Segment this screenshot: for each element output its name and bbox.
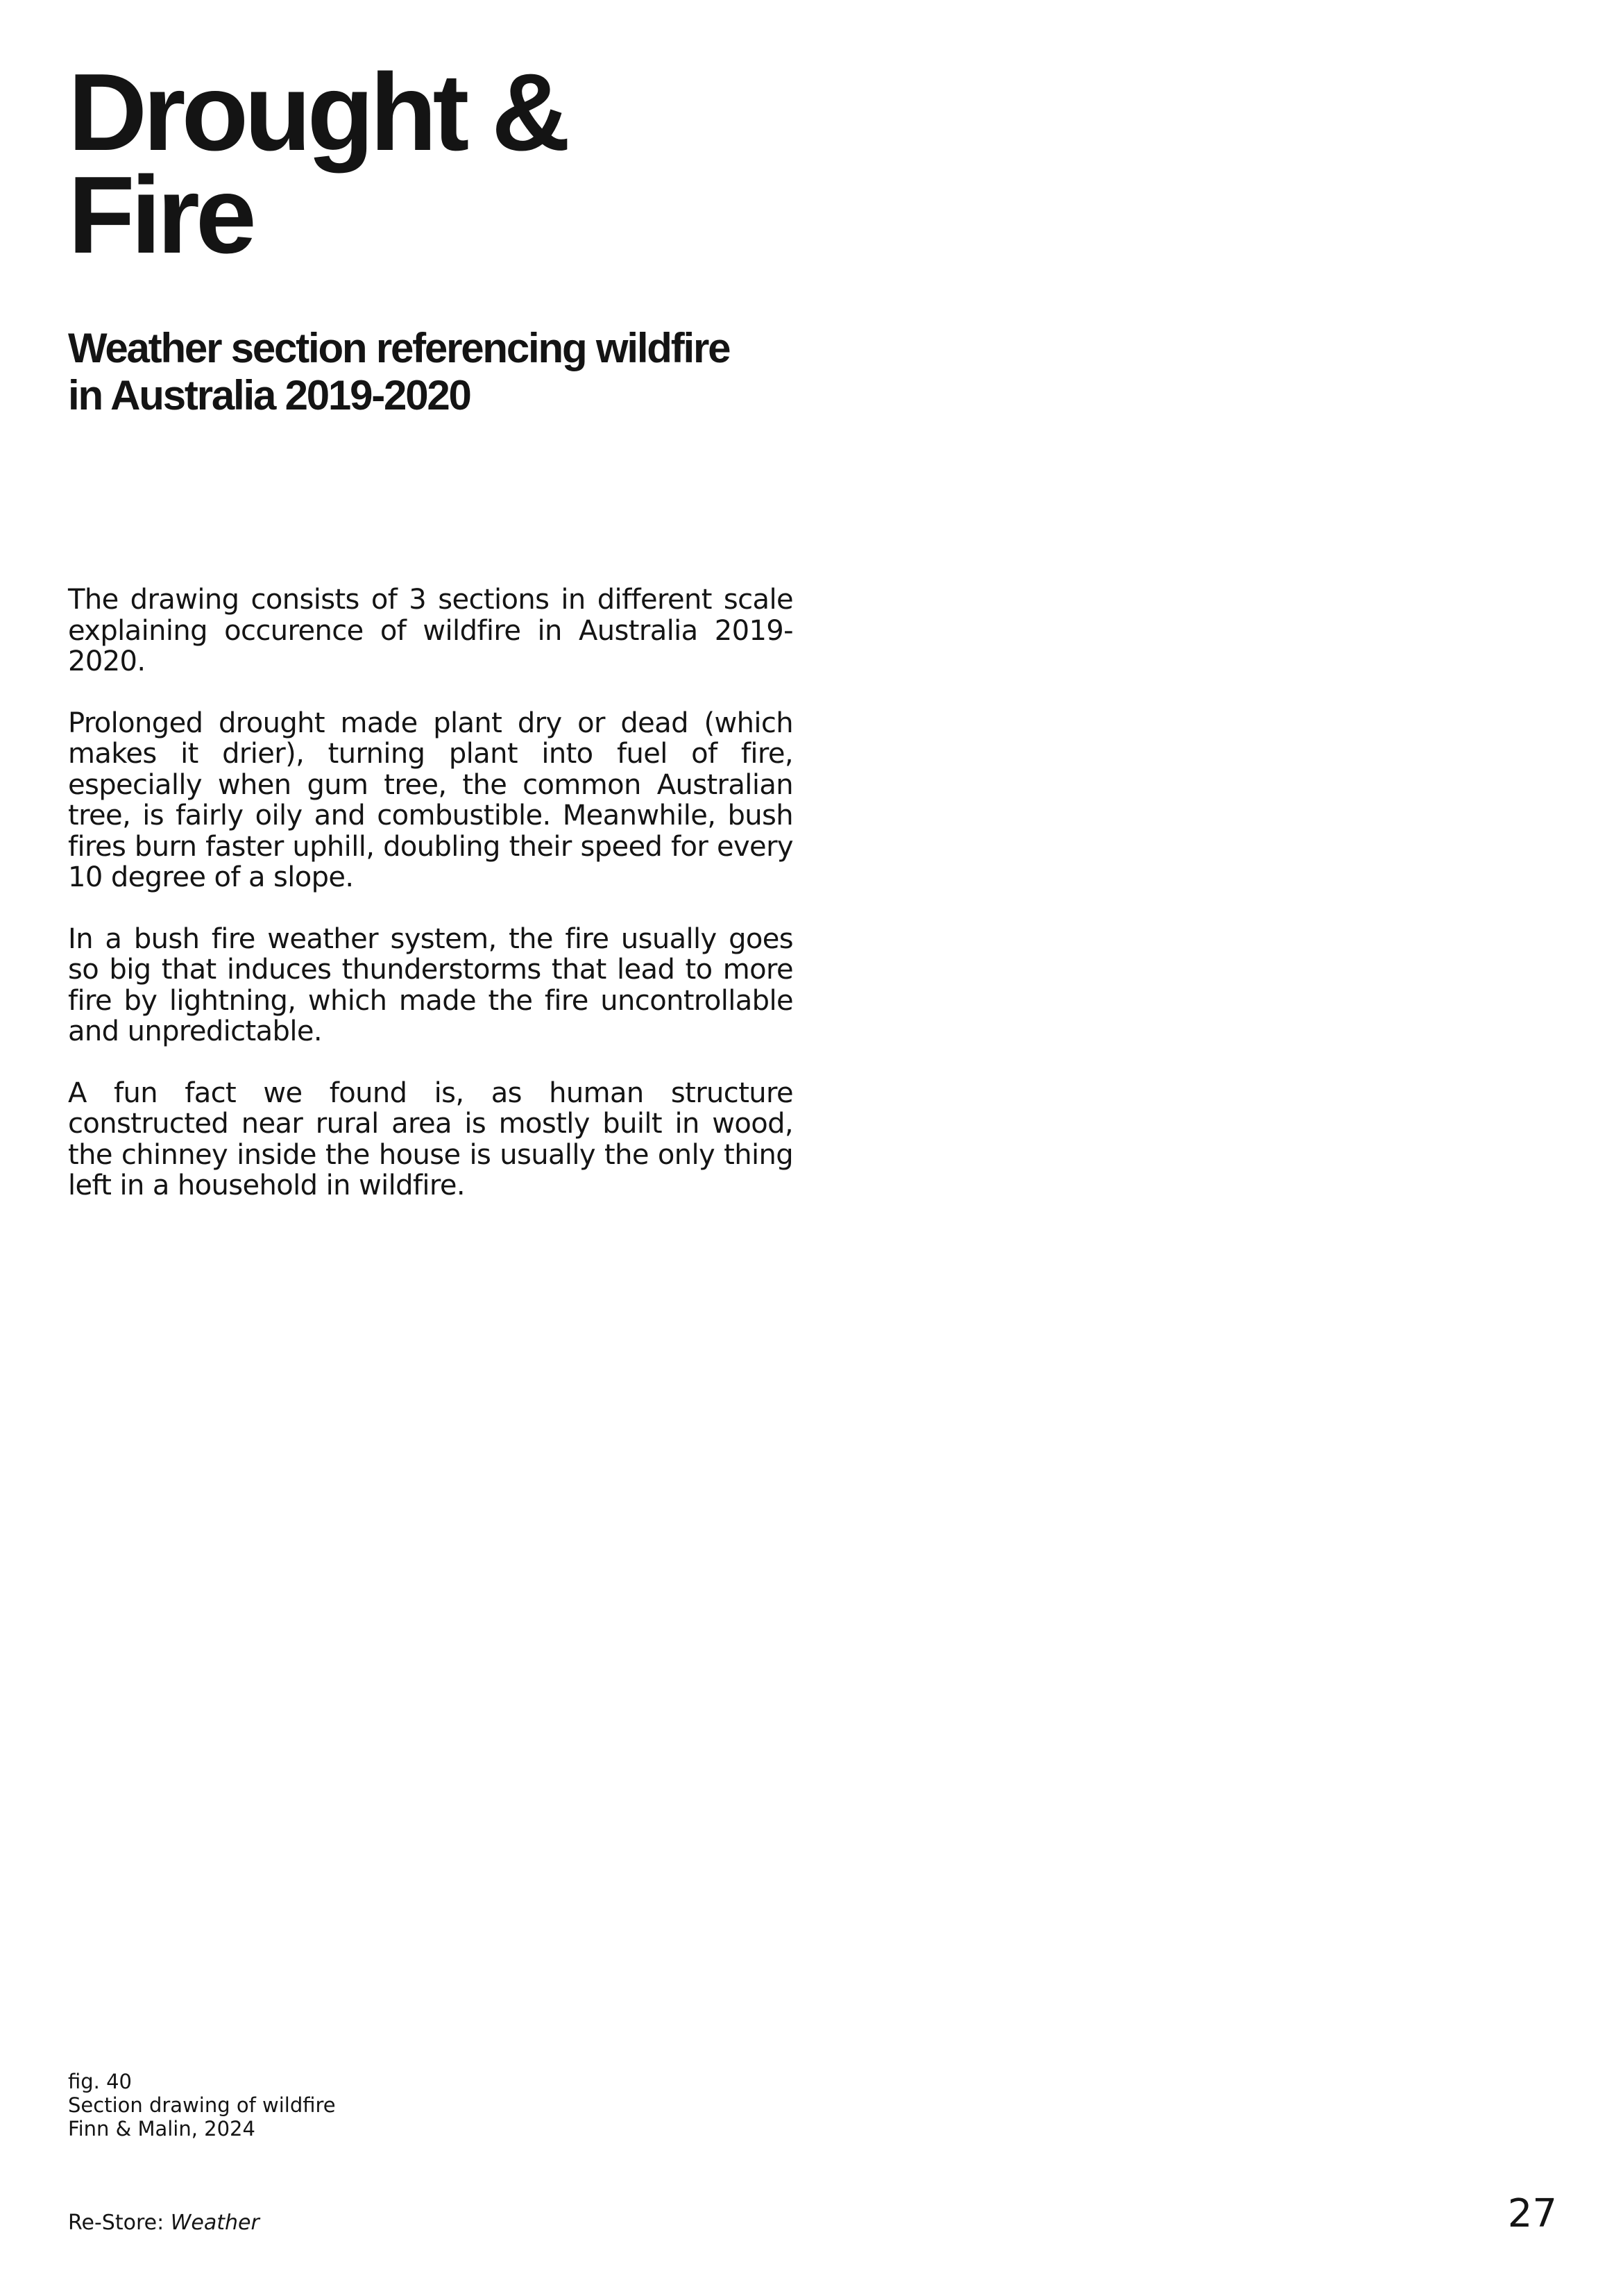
- page-number: 27: [1507, 2191, 1557, 2236]
- figure-description: Section drawing of wildfire: [68, 2093, 336, 2117]
- publication-name: Re-Store:: [68, 2211, 171, 2235]
- figure-caption: [68, 2070, 336, 2141]
- page-title-line-1: Drought &: [68, 51, 567, 174]
- paragraph-weather-system: In a bush fire weather system, the fire usually goes so big that induces thunderstorms that lead to more fire by lightning, which made the fire uncontrollable and unpredictable.: [68, 922, 793, 1047]
- page-subtitle-line-2: in Australia 2019-2020: [68, 372, 470, 419]
- body-text: [68, 584, 793, 1232]
- page-subtitle-line-1: Weather section referencing wildfire: [68, 325, 730, 371]
- section-name: Weather: [170, 2211, 260, 2235]
- figure-credit: Finn & Malin, 2024: [68, 2117, 255, 2141]
- paragraph-intro: The drawing consists of 3 sections in different scale explaining occurence of wildfire in Australia 2019-2020.: [68, 584, 793, 677]
- figure-number: fig. 40: [68, 2070, 133, 2093]
- page-subtitle: [68, 325, 729, 419]
- running-footer: [68, 2211, 260, 2236]
- paragraph-fun-fact: A fun fact we found is, as human structure constructed near rural area is mostly built in wood, the chinney inside the house is usually the only thing left in a household in wildfire.: [68, 1077, 793, 1201]
- paragraph-drought: Prolonged drought made plant dry or dead (which makes it drier), turning plant into fuel of fire, especially when gum tree, the common Australian tree, is fairly oily and combustible. Meanwhile, bush fires burn faster uphill, doubling their speed for every 10 degree of a slope.: [68, 707, 793, 893]
- page-title: [68, 51, 567, 276]
- page-title-line-2: Fire: [68, 154, 253, 276]
